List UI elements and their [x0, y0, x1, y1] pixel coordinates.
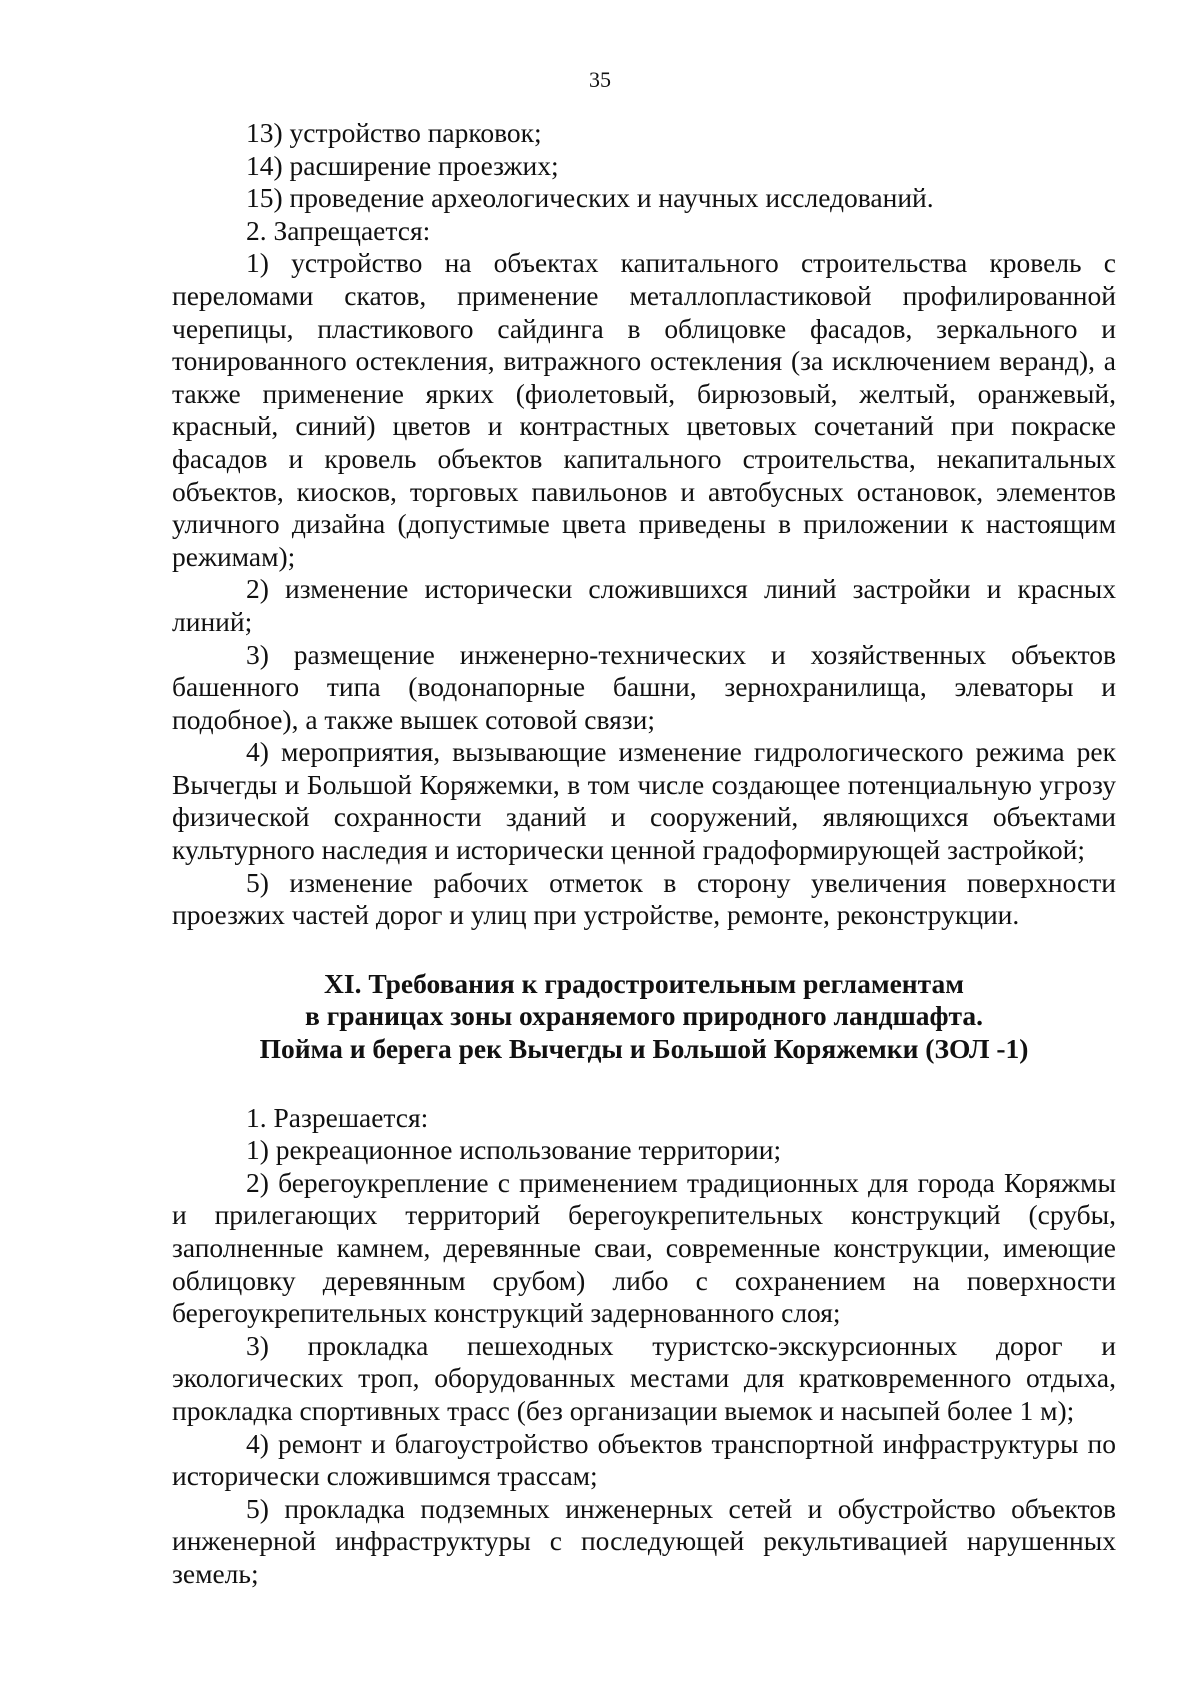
section-heading-line-3: Пойма и берега рек Вычегды и Большой Коряжемки (ЗОЛ -1): [259, 1033, 1029, 1065]
section-heading-line-2: в границах зоны охраняемого природного ландшафта.: [305, 1000, 983, 1032]
prohibited-item-building-lines: 2) изменение исторически сложившихся линий застройки и красных линий;: [172, 573, 1116, 637]
prohibited-item-roofs: 1) устройство на объектах капитального строительства кровель с переломами скатов, применение металлопластиковой профилированной черепицы, пластикового сайдинга в облицовке фасадов, зеркального и тонированного остекления, витражного остекления (за исключением веранд), а также применение ярких (фиолетовый, бирюзовый, желтый, оранжевый, красный, синий) цветов и контрастных цветовых сочетаний при покраске фасадов и кровель объектов капитального строительства, некапитальных объектов, киосков, торговых павильонов и автобусных остановок, элементов уличного дизайна (допустимые цвета приведены в приложении к настоящим режимам);: [172, 247, 1116, 572]
prohibited-item-road-levels: 5) изменение рабочих отметок в сторону увеличения поверхности проезжих частей дорог и улиц при устройстве, ремонте, реконструкции.: [172, 866, 1116, 931]
page-number: 35: [589, 67, 611, 92]
list-item-research: 15) проведение археологических и научных исследований.: [246, 182, 934, 214]
allowed-item-transport-repair: 4) ремонт и благоустройство объектов транспортной инфраструктуры по исторически сложившимся трассам;: [172, 1427, 1116, 1492]
prohibited-item-towers: 3) размещение инженерно-технических и хозяйственных объектов башенного типа (водонапорные башни, зернохранилища, элеваторы и подобное), а также вышек сотовой связи;: [172, 638, 1116, 735]
allowed-heading: 1. Разрешается:: [246, 1101, 429, 1133]
list-item-parking: 13) устройство парковок;: [246, 117, 542, 148]
prohibited-heading: 2. Запрещается:: [246, 214, 431, 246]
allowed-item-utilities: 5) прокладка подземных инженерных сетей и обустройство объектов инженерной инфраструктуры с последующей рекультивацией нарушенных земель;: [172, 1492, 1116, 1589]
section-heading-line-1: XI. Требования к градостроительным регламентам: [324, 967, 964, 999]
allowed-item-recreation: 1) рекреационное использование территории;: [246, 1134, 782, 1166]
list-item-driveways: 14) расширение проезжих;: [246, 149, 559, 181]
document-body: [172, 117, 1116, 1591]
allowed-item-trails: 3) прокладка пешеходных туристско-экскурсионных дорог и экологических троп, оборудованных местами для кратковременного отдыха, прокладка спортивных трасс (без организации выемок и насыпей более 1 м);: [172, 1329, 1116, 1426]
section-heading: [172, 968, 1116, 1066]
prohibited-item-hydrology: 4) мероприятия, вызывающие изменение гидрологического режима рек Вычегды и Большой Коряжемки, в том числе создающее потенциальную угрозу физической сохранности зданий и сооружений, являющихся объектами культурного наследия и исторически ценной градоформирующей застройкой;: [172, 736, 1116, 866]
allowed-item-bank-protection: 2) берегоукрепление с применением традиционных для города Коряжмы и прилегающих территорий берегоукрепительных конструкций (срубы, заполненные камнем, деревянные сваи, современные конструкции, имеющие облицовку деревянным срубом) либо с сохранением на поверхности берегоукрепительных конструкций задернованного слоя;: [172, 1166, 1116, 1329]
